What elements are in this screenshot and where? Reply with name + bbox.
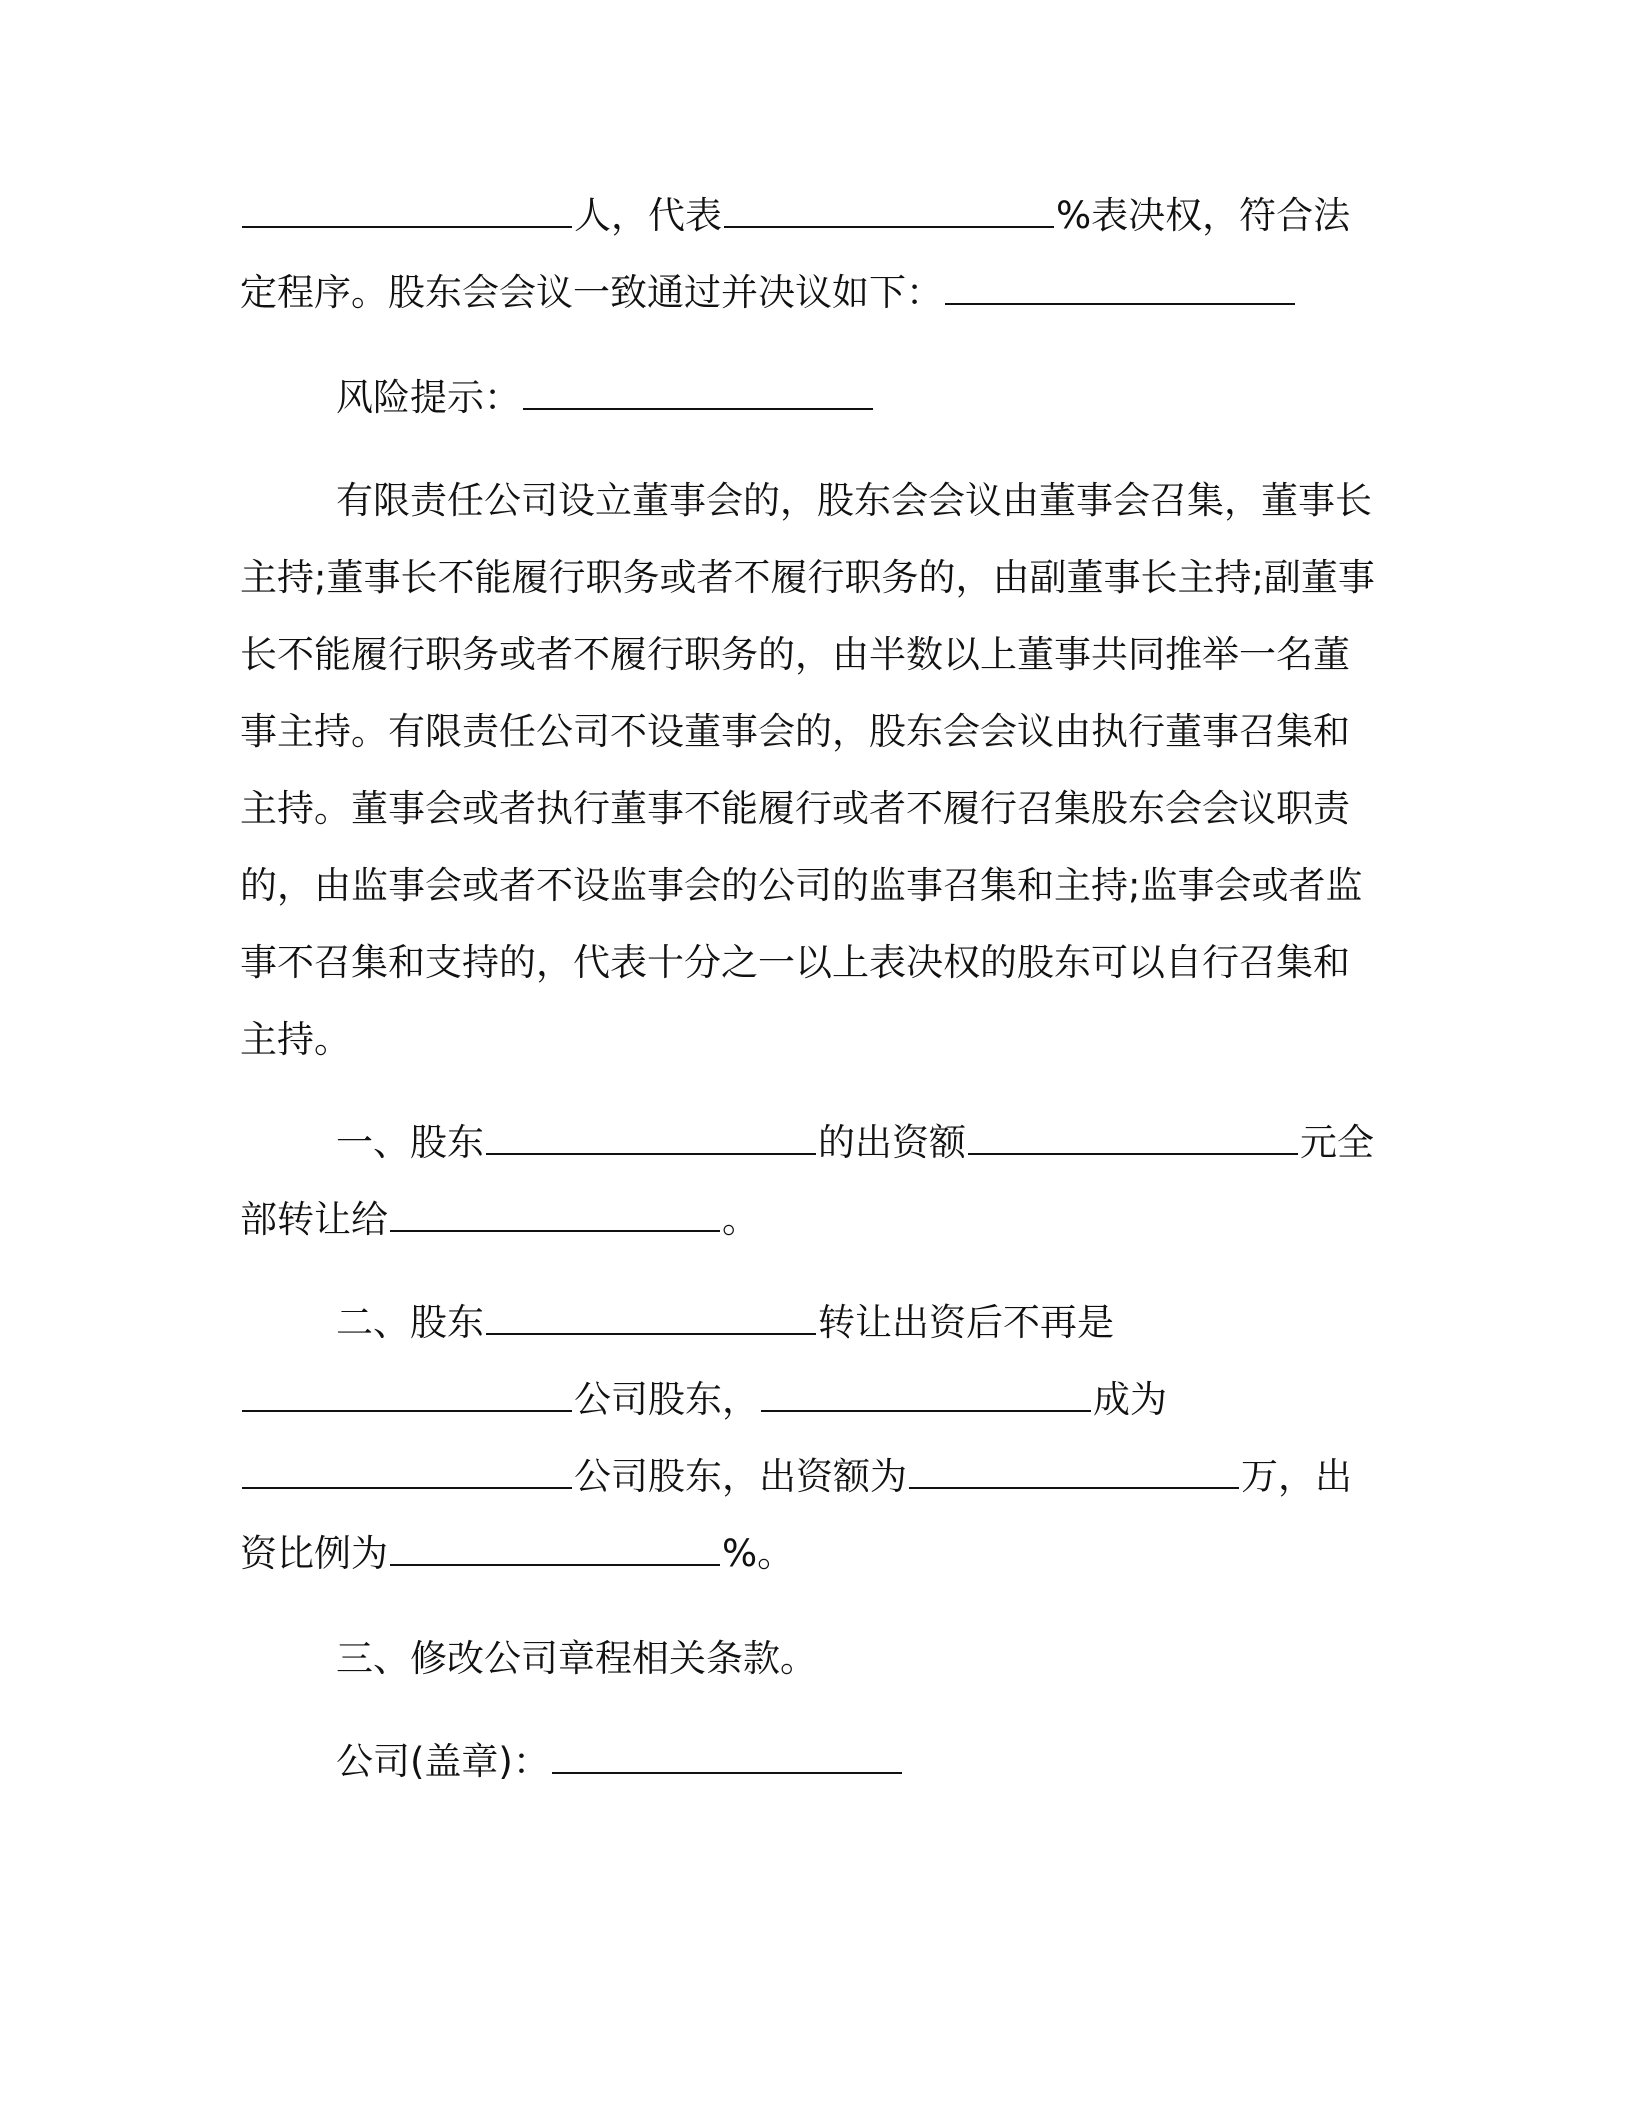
paragraph-line: 长不能履行职务或者不履行职务的，由半数以上董事共同推举一名董 — [240, 633, 1350, 676]
blank-field[interactable] — [968, 1117, 1298, 1155]
paragraph-line: 主持;董事长不能履行职务或者不履行职务的，由副董事长主持;副董事 — [240, 556, 1375, 599]
text-line-1: 人，代表 %表决权，符合法 — [240, 190, 1350, 242]
paragraph-line: 事主持。有限责任公司不设董事会的，股东会会议由执行董事召集和 — [240, 710, 1350, 753]
risk-note-line: 风险提示： — [336, 372, 875, 424]
item-2-line-1: 二、股东 转让出资后不再是 — [336, 1297, 1114, 1349]
blank-field[interactable] — [486, 1297, 816, 1335]
paragraph-line: 主持。董事会或者执行董事不能履行或者不履行召集股东会会议职责 — [240, 787, 1350, 830]
item-2-line-4: 资比例为 %。 — [240, 1528, 794, 1580]
item-3-line: 三、修改公司章程相关条款。 — [336, 1637, 817, 1680]
item-1-line-1: 一、股东 的出资额 元全 — [336, 1117, 1374, 1169]
blank-field[interactable] — [552, 1736, 902, 1774]
blank-field[interactable] — [945, 267, 1295, 305]
paragraph-line: 的，由监事会或者不设监事会的公司的监事召集和主持;监事会或者监 — [240, 864, 1363, 907]
blank-field[interactable] — [909, 1451, 1239, 1489]
blank-field[interactable] — [761, 1374, 1091, 1412]
blank-field[interactable] — [486, 1117, 816, 1155]
blank-field[interactable] — [523, 372, 873, 410]
blank-field[interactable] — [242, 1451, 572, 1489]
paragraph-line: 有限责任公司设立董事会的，股东会会议由董事会召集，董事长 — [336, 479, 1372, 522]
blank-field[interactable] — [390, 1194, 720, 1232]
blank-field[interactable] — [390, 1528, 720, 1566]
item-1-line-2: 部转让给 。 — [240, 1194, 759, 1246]
company-seal-line: 公司(盖章)： — [336, 1736, 904, 1788]
text-line-2: 定程序。股东会会议一致通过并决议如下： — [240, 267, 1297, 319]
blank-field[interactable] — [724, 190, 1054, 228]
blank-field[interactable] — [242, 1374, 572, 1412]
paragraph-line: 事不召集和支持的，代表十分之一以上表决权的股东可以自行召集和 — [240, 941, 1350, 984]
blank-field[interactable] — [242, 190, 572, 228]
item-2-line-3: 公司股东，出资额为 万，出 — [240, 1451, 1352, 1503]
item-2-line-2: 公司股东， 成为 — [240, 1374, 1167, 1426]
paragraph-line: 主持。 — [240, 1018, 351, 1061]
